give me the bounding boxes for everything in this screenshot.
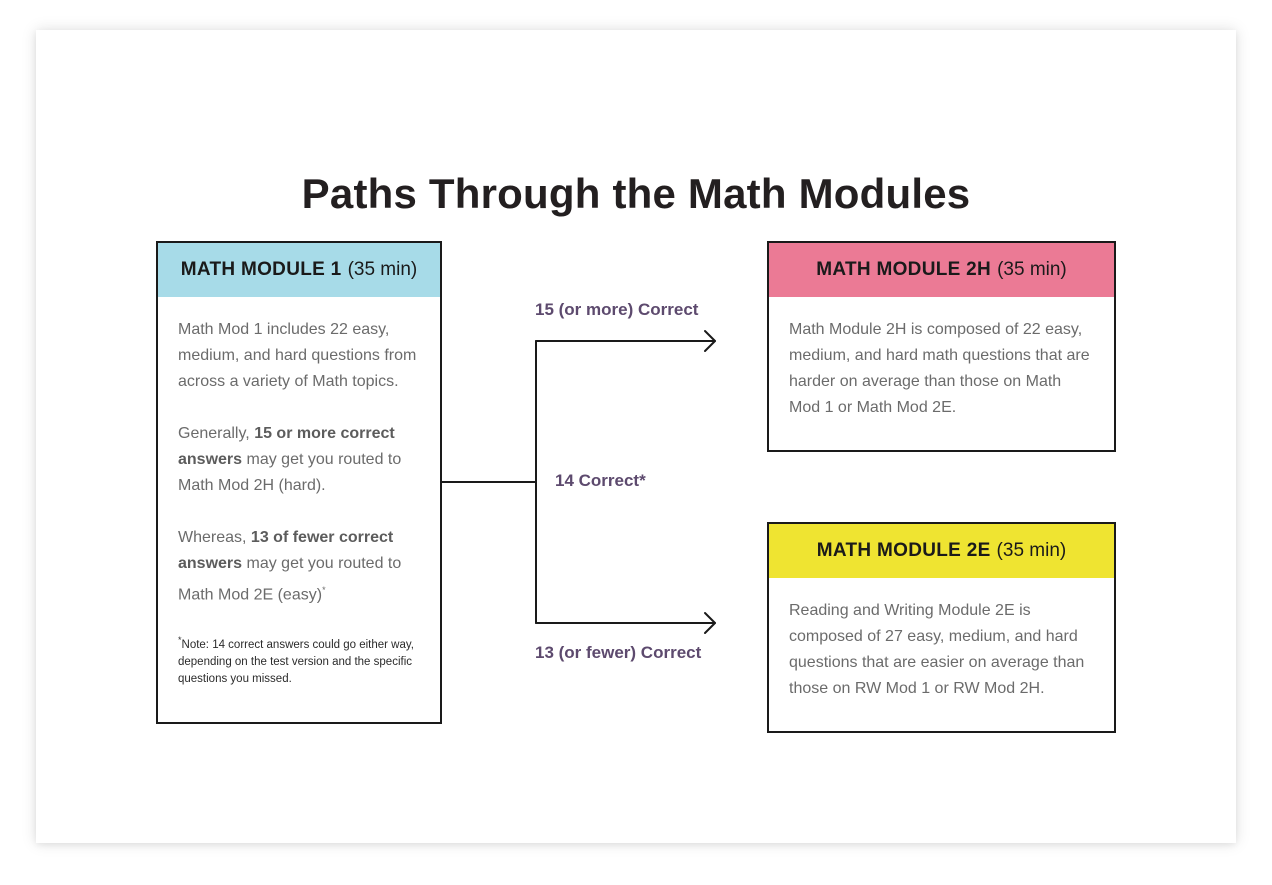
module1-para3-sup: * — [322, 585, 326, 595]
module1-para3-pre: Whereas, — [178, 529, 251, 546]
module1-para2-post: may get you routed to Math Mod 2H (hard). — [178, 451, 402, 494]
module2e-description: Reading and Writing Module 2E is composed of 27 easy, medium, and hard questions that are easier on average than those on RW Mod 1 or RW Mod 2H. — [789, 602, 1085, 697]
module2e-body — [769, 578, 1114, 722]
module2e-name: MATH MODULE 2E — [816, 540, 991, 561]
module2h-box — [767, 241, 1116, 452]
module1-note-text: Note: 14 correct answers could go either way, depending on the test version and the specific questions you missed. — [178, 639, 414, 686]
module1-para2-bold: 15 or more correct answers — [178, 425, 395, 468]
module2h-header — [769, 243, 1114, 297]
module1-para3 — [178, 525, 420, 608]
module2h-description: Math Module 2H is composed of 22 easy, medium, and hard math questions that are harder on average than those on Math Mod 1 or Math Mod 2E. — [789, 321, 1090, 416]
path-label-lower: 13 (or fewer) Correct — [535, 643, 702, 662]
module1-note — [178, 632, 420, 688]
module1-box — [156, 241, 442, 724]
module2e-box — [767, 522, 1116, 733]
module1-name: MATH MODULE 1 — [180, 259, 342, 280]
module1-header — [158, 243, 440, 297]
module2e-header — [769, 524, 1114, 578]
module1-para3-post: may get you routed to Math Mod 2E (easy) — [178, 555, 402, 604]
path-label-upper: 15 (or more) Correct — [535, 300, 699, 319]
module2h-body — [769, 297, 1114, 441]
module1-para2-pre: Generally, — [178, 425, 255, 442]
diagram-card — [36, 30, 1236, 843]
module1-duration: (35 min) — [347, 259, 418, 280]
module1-para2 — [178, 421, 420, 499]
path-label-middle: 14 Correct* — [555, 471, 646, 490]
module2e-duration: (35 min) — [996, 540, 1067, 561]
page-title: Paths Through the Math Modules — [301, 170, 971, 217]
module1-note-sup: * — [178, 635, 182, 646]
module2h-name: MATH MODULE 2H — [816, 259, 992, 280]
module1-para3-bold: 13 of fewer correct answers — [178, 529, 394, 572]
module1-para1: Math Mod 1 includes 22 easy, medium, and hard questions from across a variety of Math topics. — [178, 321, 417, 390]
module1-body — [158, 297, 440, 708]
module2h-duration: (35 min) — [997, 259, 1067, 280]
